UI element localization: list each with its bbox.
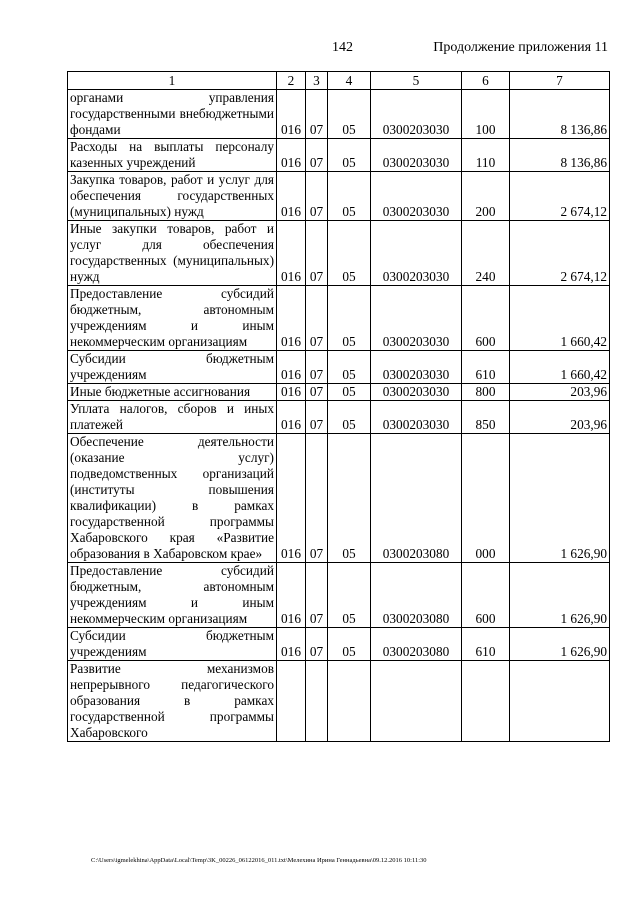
continuation-label: Продолжение приложения 11	[433, 40, 608, 55]
col2-cell: 016	[277, 172, 306, 221]
table-row	[68, 286, 610, 351]
col2-cell: 016	[277, 286, 306, 351]
table-row	[68, 351, 610, 384]
table-row	[68, 661, 610, 742]
col3-cell: 07	[306, 139, 328, 172]
amount-cell: 203,96	[510, 401, 610, 434]
table-row	[68, 90, 610, 139]
col4-cell: 05	[328, 434, 371, 563]
row-name: Уплата налогов, сборов и иных платежей	[68, 401, 277, 434]
col4-cell: 05	[328, 563, 371, 628]
col4-cell: 05	[328, 90, 371, 139]
col6-cell	[462, 661, 510, 742]
table-row	[68, 401, 610, 434]
col4-cell: 05	[328, 286, 371, 351]
col5-cell: 0300203080	[371, 434, 462, 563]
row-name: Иные закупки товаров, работ и услуг для обеспечения государственных (муниципальных) нужд	[68, 221, 277, 286]
col2-cell: 016	[277, 434, 306, 563]
footer-path: C:\Users\igmelekhina\AppData\Local\Temp\3K_00226_06122016_011.txt\Мелехина Ирина Геннадьевна\09.12.2016 10:11:30	[91, 857, 427, 864]
col3-cell: 07	[306, 563, 328, 628]
table-row	[68, 139, 610, 172]
col3-cell: 07	[306, 90, 328, 139]
amount-cell: 1 660,42	[510, 351, 610, 384]
row-name: Иные бюджетные ассигнования	[68, 384, 277, 401]
col5-cell: 0300203030	[371, 401, 462, 434]
col5-cell: 0300203030	[371, 351, 462, 384]
table-row	[68, 221, 610, 286]
row-name: Предоставление субсидий бюджетным, автономным учреждениям и иным некоммерческим организациям	[68, 286, 277, 351]
row-name: Обеспечение деятельности (оказание услуг) подведомственных организаций (институты повышения квалификации) в рамках государственной программы Хабаровского края «Развитие образования в Хабаровском крае»	[68, 434, 277, 563]
col2-cell: 016	[277, 139, 306, 172]
col5-cell: 0300203030	[371, 286, 462, 351]
column-header: 5	[371, 72, 462, 90]
col6-cell: 240	[462, 221, 510, 286]
amount-cell	[510, 661, 610, 742]
col5-cell: 0300203080	[371, 563, 462, 628]
amount-cell: 1 660,42	[510, 286, 610, 351]
col4-cell: 05	[328, 139, 371, 172]
col5-cell: 0300203030	[371, 384, 462, 401]
row-name: Закупка товаров, работ и услуг для обеспечения государственных (муниципальных) нужд	[68, 172, 277, 221]
row-name: Субсидии бюджетным учреждениям	[68, 628, 277, 661]
col2-cell: 016	[277, 401, 306, 434]
column-header: 2	[277, 72, 306, 90]
col6-cell: 200	[462, 172, 510, 221]
table-row	[68, 434, 610, 563]
row-name: Развитие механизмов непрерывного педагогического образования в рамках государственной программы Хабаровского	[68, 661, 277, 742]
row-name: Субсидии бюджетным учреждениям	[68, 351, 277, 384]
column-header: 6	[462, 72, 510, 90]
amount-cell: 2 674,12	[510, 221, 610, 286]
amount-cell: 8 136,86	[510, 139, 610, 172]
amount-cell: 2 674,12	[510, 172, 610, 221]
col3-cell: 07	[306, 351, 328, 384]
col2-cell: 016	[277, 351, 306, 384]
row-name: Расходы на выплаты персоналу казенных учреждений	[68, 139, 277, 172]
col5-cell: 0300203030	[371, 139, 462, 172]
col3-cell: 07	[306, 628, 328, 661]
col6-cell: 610	[462, 628, 510, 661]
amount-cell: 203,96	[510, 384, 610, 401]
col2-cell: 016	[277, 384, 306, 401]
col4-cell	[328, 661, 371, 742]
col6-cell: 110	[462, 139, 510, 172]
col5-cell: 0300203080	[371, 628, 462, 661]
table-row	[68, 384, 610, 401]
amount-cell: 1 626,90	[510, 628, 610, 661]
col5-cell	[371, 661, 462, 742]
col3-cell: 07	[306, 401, 328, 434]
col5-cell: 0300203030	[371, 90, 462, 139]
col6-cell: 610	[462, 351, 510, 384]
col2-cell: 016	[277, 90, 306, 139]
table-header-row	[68, 72, 610, 90]
column-header: 1	[68, 72, 277, 90]
col6-cell: 600	[462, 563, 510, 628]
column-header: 4	[328, 72, 371, 90]
col3-cell: 07	[306, 286, 328, 351]
col4-cell: 05	[328, 221, 371, 286]
amount-cell: 1 626,90	[510, 563, 610, 628]
col3-cell: 07	[306, 384, 328, 401]
row-name: органами управления государственными внебюджетными фондами	[68, 90, 277, 139]
col2-cell: 016	[277, 221, 306, 286]
col3-cell: 07	[306, 221, 328, 286]
col3-cell: 07	[306, 434, 328, 563]
col4-cell: 05	[328, 172, 371, 221]
col4-cell: 05	[328, 384, 371, 401]
column-header: 3	[306, 72, 328, 90]
col4-cell: 05	[328, 401, 371, 434]
col4-cell: 05	[328, 628, 371, 661]
table-row	[68, 563, 610, 628]
budget-table	[67, 71, 610, 742]
col6-cell: 000	[462, 434, 510, 563]
col2-cell: 016	[277, 563, 306, 628]
col4-cell: 05	[328, 351, 371, 384]
amount-cell: 8 136,86	[510, 90, 610, 139]
amount-cell: 1 626,90	[510, 434, 610, 563]
col6-cell: 600	[462, 286, 510, 351]
col2-cell	[277, 661, 306, 742]
row-name: Предоставление субсидий бюджетным, автономным учреждениям и иным некоммерческим организациям	[68, 563, 277, 628]
col3-cell: 07	[306, 172, 328, 221]
col2-cell: 016	[277, 628, 306, 661]
page-number: 142	[332, 40, 353, 55]
col6-cell: 800	[462, 384, 510, 401]
col5-cell: 0300203030	[371, 172, 462, 221]
col3-cell	[306, 661, 328, 742]
page-header	[0, 40, 640, 60]
column-header: 7	[510, 72, 610, 90]
col6-cell: 850	[462, 401, 510, 434]
col6-cell: 100	[462, 90, 510, 139]
col5-cell: 0300203030	[371, 221, 462, 286]
table-row	[68, 172, 610, 221]
table-row	[68, 628, 610, 661]
